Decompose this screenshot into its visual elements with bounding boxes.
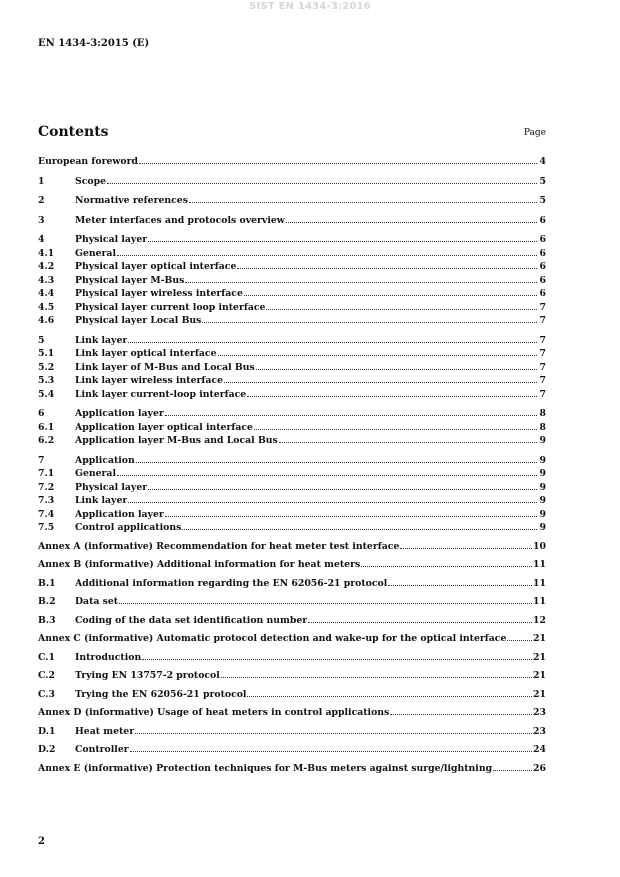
- toc-entry-page: 6: [539, 214, 546, 226]
- toc-entry-page: 6: [539, 247, 546, 259]
- toc-leader-dots: [189, 202, 537, 203]
- toc-entry-page: 24: [533, 744, 546, 755]
- watermark: SIST EN 1434-3:2016: [249, 1, 371, 12]
- toc-entry[interactable]: [38, 374, 546, 388]
- toc-leader-dots: [202, 322, 537, 323]
- toc-entry-page: 9: [539, 481, 546, 493]
- toc-entry-page: 6: [539, 234, 546, 245]
- toc-entry-number: C.3: [38, 688, 55, 700]
- table-of-contents: [38, 155, 546, 775]
- toc-leader-dots: [308, 622, 532, 623]
- toc-entry-title: Link layer: [75, 334, 128, 346]
- toc-entry[interactable]: [38, 334, 546, 348]
- toc-entry-number: 5.2: [38, 361, 55, 373]
- toc-entry-page: 12: [533, 614, 546, 626]
- toc-entry[interactable]: [38, 454, 546, 468]
- toc-entry-number: 1: [38, 175, 45, 187]
- toc-leader-dots: [135, 733, 532, 734]
- toc-entry-page: 21: [533, 651, 546, 663]
- document-id: EN 1434-3:2015 (E): [38, 38, 150, 49]
- toc-entry-page: 11: [533, 559, 546, 570]
- toc-entry[interactable]: [38, 388, 546, 402]
- toc-entry-number: 4.3: [38, 274, 55, 286]
- toc-leader-dots: [388, 585, 532, 586]
- toc-entry[interactable]: [38, 494, 546, 508]
- toc-entry[interactable]: [38, 614, 546, 628]
- toc-entry-page: 21: [533, 633, 546, 644]
- toc-entry-title: Trying the EN 62056-21 protocol: [75, 688, 247, 700]
- toc-entry-page: 5: [539, 175, 546, 187]
- toc-leader-dots: [279, 442, 537, 443]
- toc-entry-title: Controller: [75, 744, 129, 755]
- toc-entry-number: 2: [38, 195, 45, 206]
- toc-entry-number: 7.3: [38, 495, 55, 506]
- toc-entry-title: Annex E (informative) Protection techniques for M-Bus meters against surge/lightning: [38, 762, 493, 774]
- toc-entry-title: Introduction: [75, 651, 142, 663]
- toc-entry-page: 4: [539, 156, 546, 167]
- toc-leader-dots: [128, 342, 537, 343]
- toc-entry-page: 7: [539, 334, 546, 346]
- toc-entry-title: Control applications: [75, 522, 182, 533]
- toc-entry[interactable]: [38, 481, 546, 495]
- toc-entry-title: Coding of the data set identification number: [75, 614, 308, 626]
- toc-entry-number: C.2: [38, 670, 55, 681]
- toc-entry-page: 7: [539, 388, 546, 400]
- toc-entry-number: 3: [38, 214, 45, 226]
- toc-entry-number: 4: [38, 234, 45, 245]
- toc-entry[interactable]: [38, 175, 546, 189]
- toc-entry[interactable]: [38, 558, 546, 572]
- toc-entry[interactable]: [38, 314, 546, 328]
- toc-leader-dots: [148, 489, 537, 490]
- toc-entry-title: General: [75, 247, 116, 259]
- toc-entry-page: 6: [539, 274, 546, 286]
- toc-entry-page: 7: [539, 348, 546, 359]
- toc-entry-title: European foreword: [38, 156, 138, 167]
- toc-entry-title: Normative references: [75, 195, 188, 206]
- toc-entry-title: Data set: [75, 596, 119, 607]
- toc-entry-page: 7: [539, 361, 546, 373]
- toc-entry-title: Heat meter: [75, 725, 135, 737]
- toc-entry-number: D.1: [38, 725, 56, 737]
- toc-entry-page: 9: [539, 508, 546, 520]
- toc-leader-dots: [119, 603, 532, 604]
- toc-entry-number: 5.1: [38, 348, 55, 359]
- toc-entry[interactable]: [38, 233, 546, 247]
- toc-entry-number: 4.4: [38, 288, 55, 299]
- toc-entry-title: Trying EN 13757-2 protocol: [75, 670, 220, 681]
- toc-leader-dots: [221, 677, 532, 678]
- toc-leader-dots: [361, 566, 532, 567]
- toc-entry-title: Physical layer: [75, 234, 148, 245]
- toc-leader-dots: [493, 770, 532, 771]
- toc-entry-title: Physical layer wireless interface: [75, 288, 243, 299]
- toc-entry-title: General: [75, 468, 116, 479]
- toc-entry-number: 7: [38, 454, 45, 466]
- toc-entry-page: 6: [539, 288, 546, 299]
- toc-entry-number: 4.6: [38, 315, 55, 326]
- toc-entry-number: 5.4: [38, 388, 55, 400]
- toc-entry-number: B.1: [38, 577, 56, 589]
- toc-entry[interactable]: [38, 651, 546, 665]
- toc-leader-dots: [117, 475, 537, 476]
- toc-leader-dots: [247, 396, 537, 397]
- toc-entry[interactable]: [38, 743, 546, 757]
- toc-leader-dots: [254, 429, 537, 430]
- toc-entry-number: 7.2: [38, 481, 55, 493]
- toc-entry-page: 6: [539, 261, 546, 272]
- toc-leader-dots: [130, 751, 532, 752]
- page-number: 2: [38, 836, 45, 847]
- toc-entry-title: Meter interfaces and protocols overview: [75, 214, 285, 226]
- toc-entry-page: 9: [539, 468, 546, 479]
- toc-leader-dots: [182, 529, 537, 530]
- toc-entry-title: Additional information regarding the EN 62056-21 protocol: [75, 577, 388, 589]
- toc-entry-number: 4.2: [38, 261, 55, 272]
- toc-entry-number: 7.4: [38, 508, 55, 520]
- toc-entry-title: Application layer: [75, 408, 164, 419]
- toc-entry-number: 5.3: [38, 375, 55, 386]
- toc-entry-number: 5: [38, 334, 45, 346]
- toc-entry-number: 4.1: [38, 247, 55, 259]
- toc-entry-page: 8: [539, 408, 546, 419]
- toc-leader-dots: [247, 696, 532, 697]
- toc-leader-dots: [244, 295, 537, 296]
- toc-entry[interactable]: [38, 301, 546, 315]
- toc-entry-page: 7: [539, 375, 546, 386]
- toc-entry[interactable]: [38, 247, 546, 261]
- toc-entry[interactable]: [38, 347, 546, 361]
- toc-leader-dots: [218, 355, 538, 356]
- toc-leader-dots: [266, 309, 537, 310]
- toc-entry[interactable]: [38, 155, 546, 169]
- toc-entry-number: 6.2: [38, 435, 55, 446]
- toc-entry-page: 23: [533, 725, 546, 737]
- toc-entry-number: 6: [38, 408, 45, 419]
- toc-entry-page: 7: [539, 301, 546, 313]
- toc-entry-page: 21: [533, 688, 546, 700]
- toc-leader-dots: [224, 382, 537, 383]
- toc-entry[interactable]: [38, 762, 546, 776]
- toc-entry-page: 11: [533, 577, 546, 589]
- toc-entry-page: 9: [539, 435, 546, 446]
- toc-leader-dots: [128, 502, 537, 503]
- toc-leader-dots: [390, 714, 532, 715]
- toc-entry-page: 21: [533, 670, 546, 681]
- toc-entry-page: 5: [539, 195, 546, 206]
- toc-leader-dots: [185, 282, 537, 283]
- toc-entry-title: Physical layer optical interface: [75, 261, 237, 272]
- toc-entry[interactable]: [38, 508, 546, 522]
- toc-entry-title: Annex B (informative) Additional information for heat meters: [38, 559, 361, 570]
- toc-leader-dots: [139, 163, 537, 164]
- toc-entry-title: Application layer optical interface: [75, 421, 253, 433]
- toc-entry[interactable]: [38, 467, 546, 481]
- toc-leader-dots: [136, 462, 537, 463]
- toc-entry-title: Application layer M-Bus and Local Bus: [75, 435, 278, 446]
- toc-entry-title: Physical layer current loop interface: [75, 301, 266, 313]
- toc-entry[interactable]: [38, 214, 546, 228]
- toc-entry[interactable]: [38, 632, 546, 646]
- toc-leader-dots: [400, 548, 532, 549]
- toc-entry-page: 11: [533, 596, 546, 607]
- toc-leader-dots: [256, 369, 537, 370]
- toc-entry-number: B.3: [38, 614, 56, 626]
- toc-entry-title: Link layer of M-Bus and Local Bus: [75, 361, 255, 373]
- toc-entry-title: Annex C (informative) Automatic protocol detection and wake-up for the optical interface: [38, 633, 507, 644]
- toc-leader-dots: [237, 268, 537, 269]
- toc-entry-page: 10: [533, 540, 546, 552]
- toc-entry-title: Physical layer M-Bus: [75, 274, 185, 286]
- toc-entry[interactable]: [38, 434, 546, 448]
- toc-entry-number: D.2: [38, 744, 56, 755]
- toc-entry[interactable]: [38, 540, 546, 554]
- toc-entry-page: 26: [533, 762, 546, 774]
- toc-entry-title: Link layer wireless interface: [75, 375, 224, 386]
- toc-entry[interactable]: [38, 260, 546, 274]
- toc-entry-title: Link layer current-loop interface: [75, 388, 247, 400]
- toc-entry-title: Application layer: [75, 508, 164, 520]
- toc-entry[interactable]: [38, 421, 546, 435]
- toc-entry[interactable]: [38, 274, 546, 288]
- toc-entry[interactable]: [38, 688, 546, 702]
- toc-entry[interactable]: [38, 706, 546, 720]
- toc-leader-dots: [165, 516, 537, 517]
- toc-leader-dots: [286, 222, 537, 223]
- toc-entry[interactable]: [38, 595, 546, 609]
- toc-entry-title: Scope: [75, 175, 106, 187]
- toc-entry-title: Annex A (informative) Recommendation for heat meter test interface: [38, 540, 400, 552]
- toc-entry-number: C.1: [38, 651, 55, 663]
- toc-leader-dots: [165, 415, 537, 416]
- toc-entry-title: Link layer optical interface: [75, 348, 217, 359]
- toc-entry-page: 23: [533, 707, 546, 718]
- toc-entry[interactable]: [38, 577, 546, 591]
- toc-entry-number: 7.5: [38, 522, 55, 533]
- toc-leader-dots: [117, 255, 537, 256]
- page-column-label: Page: [523, 128, 546, 138]
- toc-entry-title: Physical layer: [75, 481, 148, 493]
- toc-entry-number: B.2: [38, 596, 56, 607]
- toc-leader-dots: [148, 241, 537, 242]
- toc-entry-number: 4.5: [38, 301, 55, 313]
- toc-leader-dots: [107, 183, 537, 184]
- toc-entry[interactable]: [38, 521, 546, 535]
- toc-entry-title: Annex D (informative) Usage of heat meters in control applications: [38, 707, 390, 718]
- toc-entry-title: Physical layer Local Bus: [75, 315, 202, 326]
- toc-entry[interactable]: [38, 669, 546, 683]
- toc-leader-dots: [142, 659, 532, 660]
- toc-entry-title: Application: [75, 454, 135, 466]
- toc-entry[interactable]: [38, 287, 546, 301]
- contents-heading: Contents: [38, 124, 109, 140]
- toc-entry-page: 7: [539, 315, 546, 326]
- toc-entry[interactable]: [38, 407, 546, 421]
- toc-entry-number: 6.1: [38, 421, 55, 433]
- toc-entry-page: 8: [539, 421, 546, 433]
- toc-entry-page: 9: [539, 522, 546, 533]
- toc-entry-title: Link layer: [75, 495, 128, 506]
- toc-entry-page: 9: [539, 454, 546, 466]
- toc-entry[interactable]: [38, 725, 546, 739]
- toc-entry[interactable]: [38, 194, 546, 208]
- toc-entry[interactable]: [38, 361, 546, 375]
- toc-entry-number: 7.1: [38, 468, 55, 479]
- toc-leader-dots: [507, 640, 532, 641]
- toc-entry-page: 9: [539, 495, 546, 506]
